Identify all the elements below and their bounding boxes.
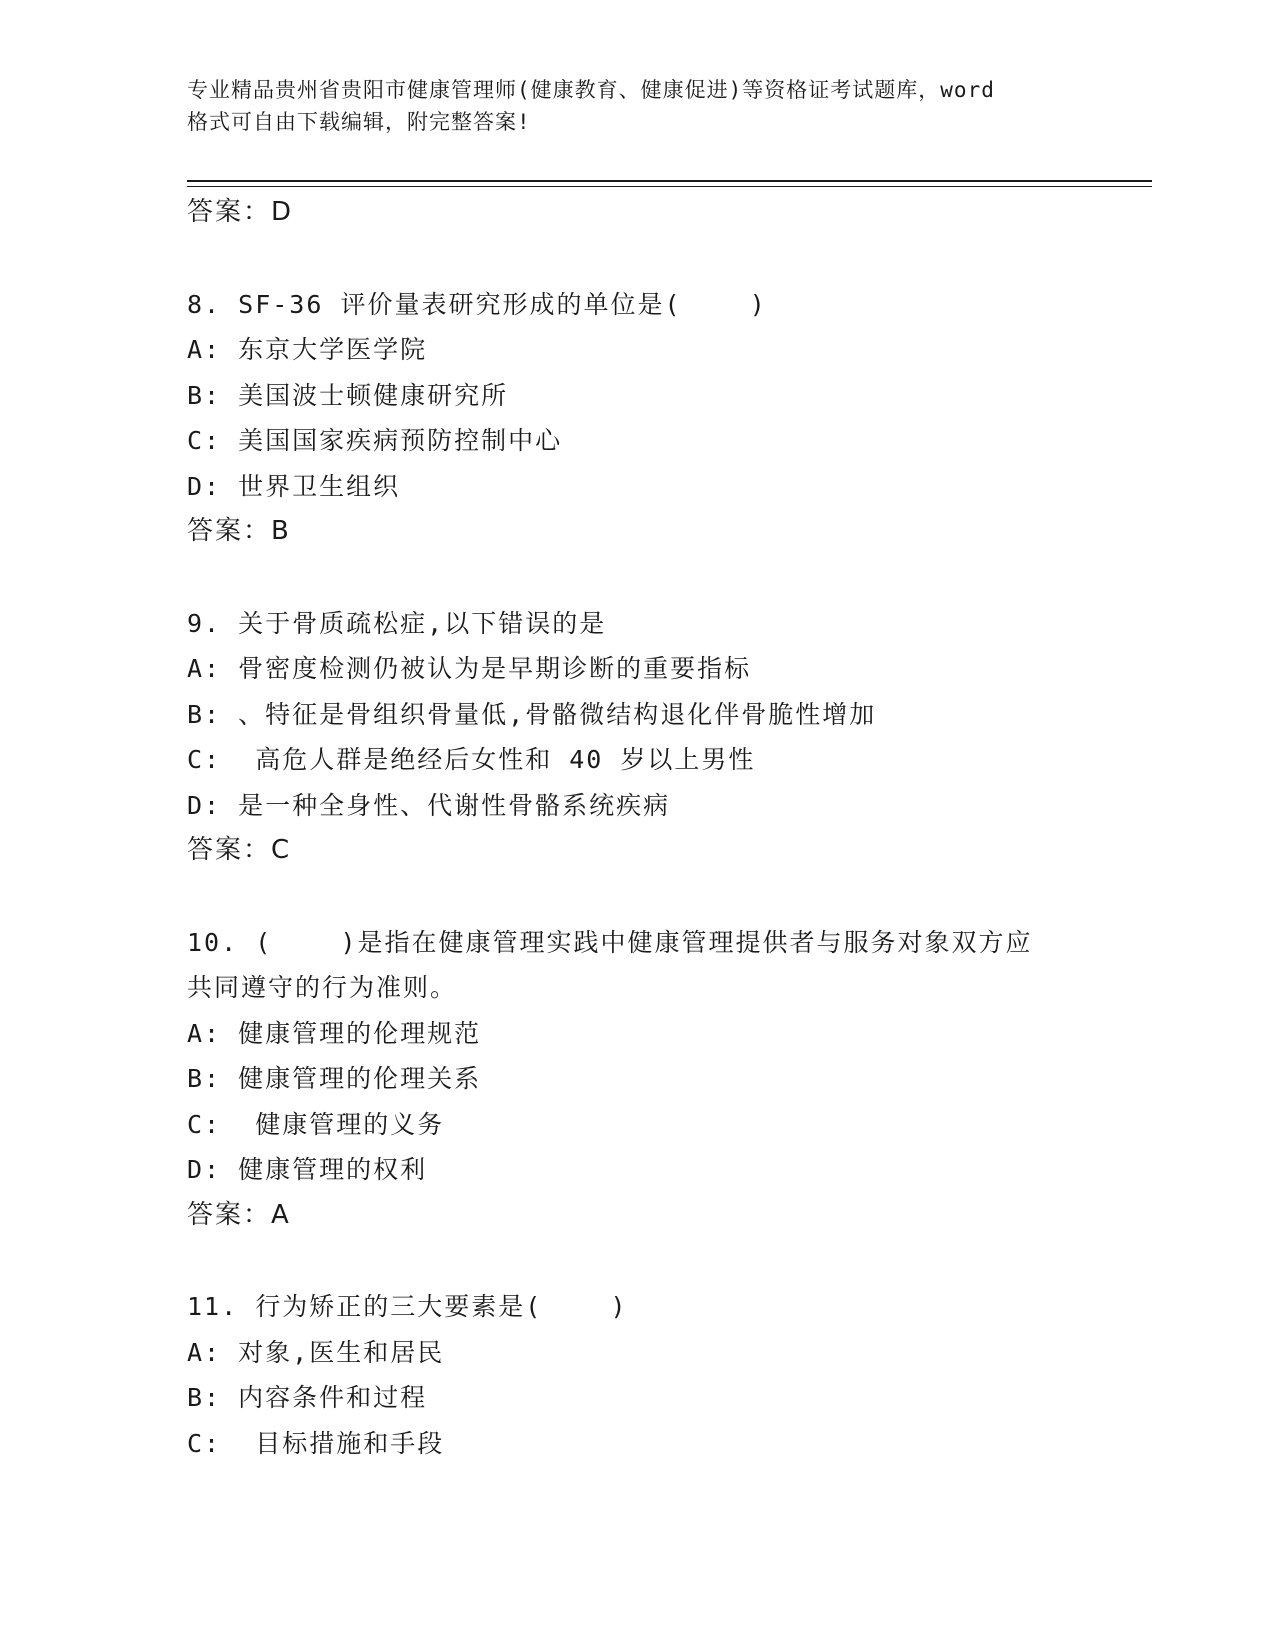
option-a: A: 骨密度检测仍被认为是早期诊断的重要指标	[187, 654, 752, 683]
option-a: A: 对象,医生和居民	[187, 1337, 445, 1367]
option-b: B: 内容条件和过程	[187, 1383, 428, 1412]
question-stem-line-1: 10. ( )是指在健康管理实践中健康管理提供者与服务对象双方应	[187, 927, 1033, 957]
option-a: A: 健康管理的伦理规范	[187, 1018, 482, 1048]
spacer	[187, 874, 1087, 920]
option-c: C: 高危人群是绝经后女性和 40 岁以上男性	[187, 745, 756, 774]
option-b: B: 健康管理的伦理关系	[187, 1064, 482, 1093]
header-divider-thick	[187, 180, 1152, 182]
question-10	[187, 920, 1087, 1239]
answer-line-q7: 答案：D	[187, 197, 294, 227]
header-line-1: 专业精品贵州省贵阳市健康管理师(健康教育、健康促进)等资格证考试题库，word	[187, 78, 995, 102]
question-stem-line-2: 共同遵守的行为准则。	[187, 973, 458, 1002]
spacer	[187, 1238, 1087, 1284]
answer-line: 答案：C	[187, 835, 292, 865]
option-d: D: 世界卫生组织	[187, 471, 401, 501]
option-c: C: 美国国家疾病预防控制中心	[187, 426, 563, 455]
question-list	[187, 190, 1087, 1466]
spacer	[187, 555, 1087, 601]
option-d: D: 健康管理的权利	[187, 1155, 428, 1184]
answer-line: 答案：B	[187, 516, 291, 546]
header-line-2: 格式可自由下载编辑，附完整答案!	[187, 110, 531, 134]
option-d: D: 是一种全身性、代谢性骨骼系统疾病	[187, 790, 671, 820]
question-8	[187, 282, 1087, 555]
answer-line: 答案：A	[187, 1199, 291, 1230]
question-11	[187, 1284, 1087, 1466]
option-c: C: 目标措施和手段	[187, 1428, 445, 1458]
question-stem: 9. 关于骨质疏松症,以下错误的是	[187, 608, 607, 638]
spacer	[187, 236, 1087, 282]
option-c: C: 健康管理的义务	[187, 1109, 445, 1139]
option-b: B: 、特征是骨组织骨量低,骨骼微结构退化伴骨脆性增加	[187, 699, 877, 729]
document-header	[187, 74, 1087, 138]
question-stem: 11. 行为矫正的三大要素是( )	[187, 1292, 628, 1321]
option-b: B: 美国波士顿健康研究所	[187, 380, 509, 410]
header-divider-thin	[187, 186, 1152, 187]
option-a: A: 东京大学医学院	[187, 335, 428, 364]
question-9	[187, 601, 1087, 874]
question-stem: 8. SF-36 评价量表研究形成的单位是( )	[187, 289, 767, 319]
